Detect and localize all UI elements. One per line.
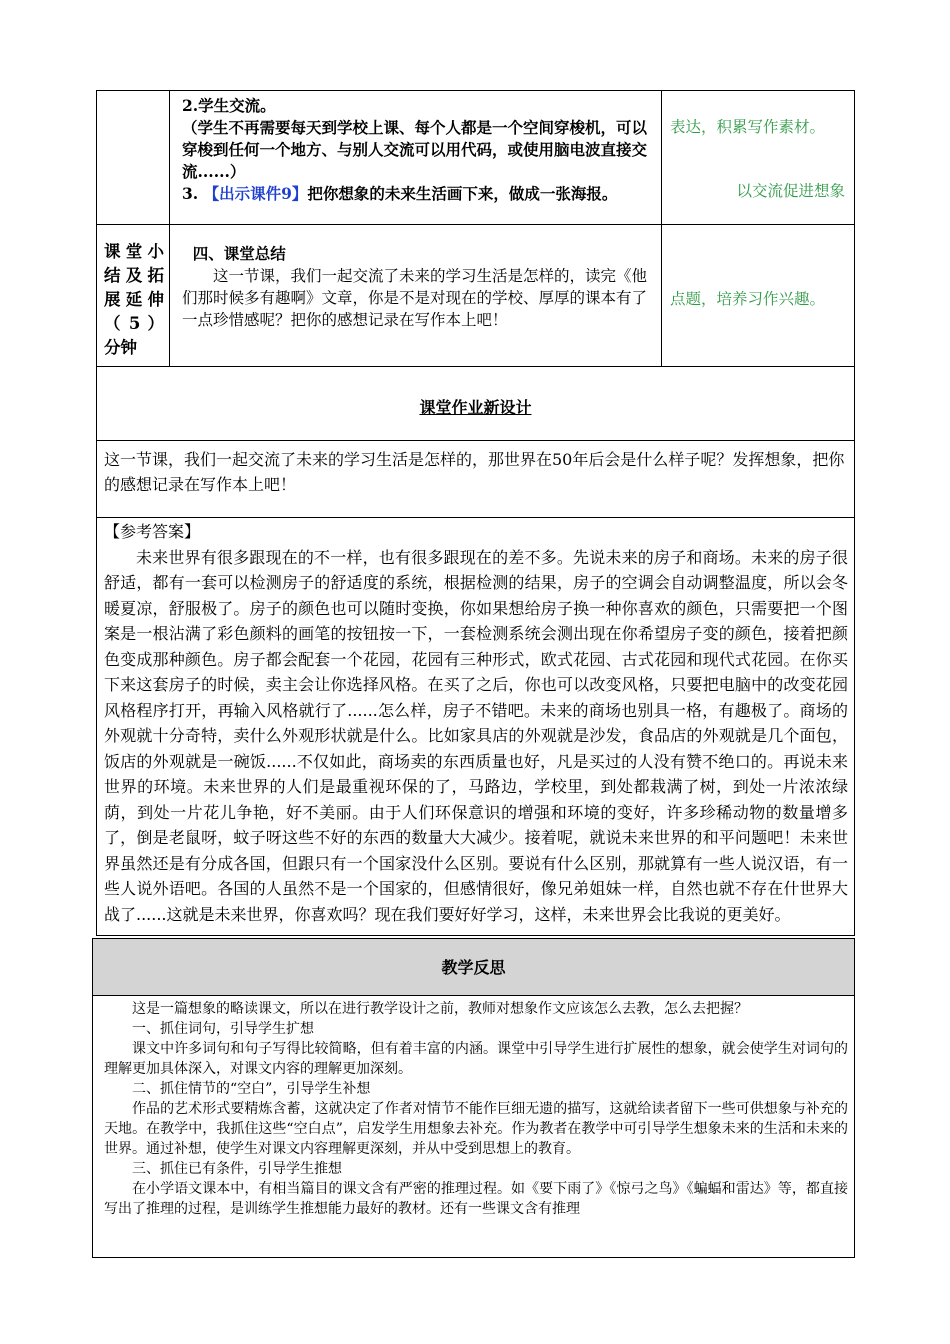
homework-task: 这一节课，我们一起交流了未来的学习生活是怎样的，那世界在50年后会是什么样子呢？发挥想象，把你的感想记录在写作本上吧！: [104, 450, 845, 494]
homework-title: 课堂作业新设计: [419, 398, 532, 417]
exchange-step: [182, 95, 656, 205]
reflection-heading-3: 三、抓住已有条件，引导学生推想: [132, 1161, 342, 1177]
summary-body: 这一节课，我们一起交流了未来的学习生活是怎样的，读完《他们那时候多有趣啊》文章，你是不是对现在的学校、厚厚的课本有了一点珍惜感呢？把你的感想记录在写作本上吧！: [182, 267, 648, 329]
poster-step: 3. 【出示课件9】把你想象的未来生活画下来，做成一张海报。: [182, 184, 618, 203]
reflection-intro: 这是一篇想象的略读课文，所以在进行教学设计之前，教师对想象作文应该怎么去教，怎么去把握？: [132, 1001, 748, 1017]
reflection-heading-2: 二、抓住情节的“空白”，引导学生补想: [132, 1081, 371, 1097]
table-divider: [96, 440, 855, 441]
reflection-title: 教学反思: [441, 958, 506, 977]
answer-text: 未来世界有很多跟现在的不一样，也有很多跟现在的差不多。先说未来的房子和商场。未来的房子很舒适，都有一套可以检测房子的舒适度的系统，根据检测的结果，房子的空调会自动调整温度，所以会冬暖夏凉，舒服极了。房子的颜色也可以随时变换，你如果想给房子换一种你喜欢的颜色，只需要把一个图案是一根沾满了彩色颜料的画笔的按钮按一下，一套检测系统会测出现在你希望房子变的颜色，接着把颜色变成那种颜色。房子都会配套一个花园，花园有三种形式，欧式花园、古式花园和现代式花园。在你买下来这套房子的时候，卖主会让你选择风格。在买了之后，你也可以改变风格，只要把电脑中的改变花园风格程序打开，再输入风格就行了......怎么样，房子不错吧。未来的商场也别具一格，有趣极了。商场的外观就十分奇特，卖什么外观形状就是什么。比如家具店的外观就是沙发，食品店的外观就是几个面包，饭店的外观就是一碗饭......不仅如此，商场卖的东西质量也好，凡是买过的人没有赞不绝口的。再说未来世界的环境。未来世界的人们是最重视环保的了，马路边，学校里，到处都栽满了树，到处一片浓浓绿荫，到处一片花儿争艳，好不美丽。由于人们环保意识的增强和环境的变好，许多珍稀动物的数量增多了，倒是老鼠呀，蚊子呀这些不好的东西的数量大大减少。接着呢，就说未来世界的和平问题吧！未来世界虽然还是有分成各国，但跟只有一个国家没什么区别。要说有什么区别，那就算有一些人说汉语，有一些人说外语吧。各国的人虽然不是一个国家的，但感情很好，像兄弟姐妹一样，自然也就不存在什世界大战了......这就是未来世界，你喜欢吗？现在我们要好好学习，这样，未来世界会比我说的更美好。: [104, 547, 848, 924]
reference-answer: [104, 519, 848, 927]
table-divider: [96, 224, 855, 225]
table-divider: [169, 90, 170, 367]
summary-title: 四、课堂总结: [192, 244, 286, 263]
courseware-link[interactable]: 【出示课件9】: [203, 184, 308, 203]
table-divider: [96, 517, 855, 518]
reflection-para-1: 课文中许多词句和句子写得比较简略，但有着丰富的内涵。课堂中引导学生进行扩展性的想象，就会使学生对词句的理解更加具体深入，对课文内容的理解更加深刻。: [104, 1041, 848, 1077]
exchange-heading: 2.学生交流。: [182, 96, 276, 115]
reflection-body: [104, 999, 848, 1219]
reflection-para-2: 作品的艺术形式要精炼含蓄，这就决定了作者对情节不能作巨细无遗的描写，这就给读者留下一些可供想象与补充的天地。在教学中，我抓住这些“空白点”，启发学生用想象去补充。作为教者在教学中可引导学生想象未来的生活和未来的世界。通过补想，使学生对课文内容理解更深刻，并从中受到思想上的教育。: [104, 1101, 848, 1157]
table-divider: [661, 90, 662, 367]
reflection-heading-1: 一、抓住词句，引导学生扩想: [132, 1021, 314, 1037]
design-note-2: 以交流促进想象: [736, 182, 845, 200]
answer-label: 【参考答案】: [104, 522, 201, 541]
summary-step: [182, 243, 656, 331]
summary-note: 点题，培养习作兴趣。: [670, 290, 826, 308]
exchange-detail: （学生不再需要每天到学校上课、每个人都是一个空间穿梭机，可以穿梭到任何一个地方、与别人交流可以用代码，或使用脑电波直接交流......）: [182, 118, 648, 181]
stage-label: 课堂小结及拓展延伸（ 5 ）分钟: [104, 242, 164, 357]
reflection-para-3: 在小学语文课本中，有相当篇目的课文含有严密的推理过程。如《要下雨了》《惊弓之鸟》《蝙蝠和雷达》等，都直接写出了推理的过程，是训练学生推想能力最好的教材。还有一些课文含有推理: [104, 1181, 848, 1217]
design-note: 表达，积累写作素材。: [670, 118, 826, 136]
